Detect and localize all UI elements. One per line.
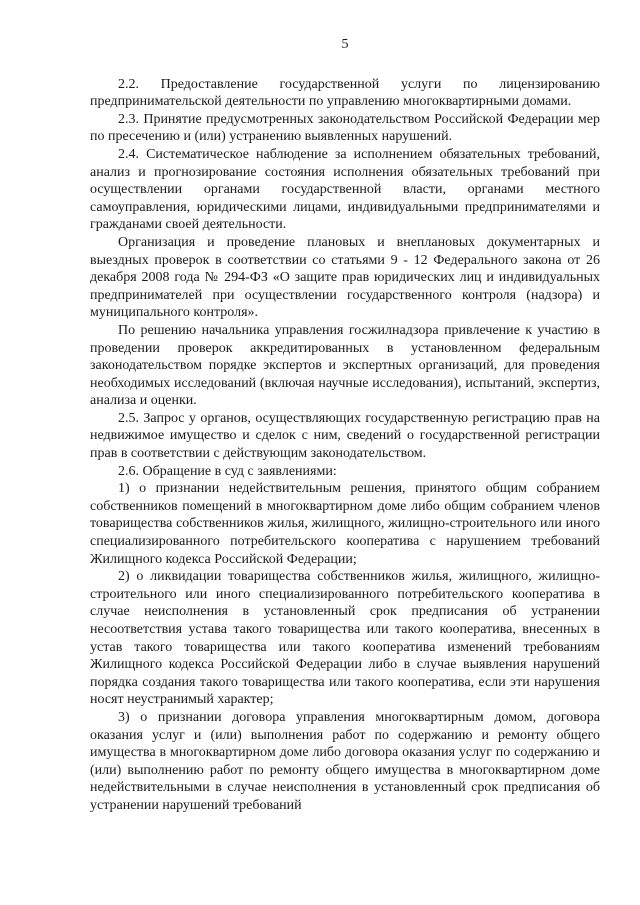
paragraph-item-3: 3) о признании договора управления многоквартирным домом, договора оказания услуг и (или) выполнения работ по содержанию и ремонту общего имущества в многоквартирном доме либо договора оказания услуг по содержанию и (или) выполнению работ по ремонту общего имущества в многоквартирном доме недействительными в случае неисполнения в установленный срок предписания об устранении нарушений требований: [90, 709, 600, 813]
paragraph-2-2: 2.2. Предоставление государственной услуги по лицензированию предпринимательской деятельности по управлению многоквартирными домами.: [90, 76, 600, 110]
document-body: [90, 76, 600, 815]
page-number: 5: [341, 37, 349, 52]
paragraph-2-3: 2.3. Принятие предусмотренных законодательством Российской Федерации мер по пресечению и (или) устранению выявленных нарушений.: [90, 111, 600, 145]
paragraph-experts: По решению начальника управления госжилнадзора привлечение к участию в проведении проверок аккредитированных в установленном федеральным законодательством порядке экспертов и экспертных организаций, для проведения необходимых исследований (включая научные исследования), испытаний, экспертиз, анализа и оценки.: [90, 322, 600, 409]
paragraph-item-1: 1) о признании недействительным решения, принятого общим собранием собственников помещений в многоквартирном доме либо общим собранием членов товарищества собственников жилья, жилищного, жилищно-строительного или иного специализированного потребительского кооператива с нарушением требований Жилищного кодекса Российской Федерации;: [90, 481, 600, 567]
paragraph-2-4: 2.4. Систематическое наблюдение за исполнением обязательных требований, анализ и прогнозирование состояния исполнения обязательных требований при осуществлении органами государственной власти, органами местного самоуправления, юридическими лицами, индивидуальными предпринимателями и гражданами своей деятельности.: [90, 146, 600, 233]
paragraph-item-2: 2) о ликвидации товарищества собственников жилья, жилищного, жилищно-строительного или иного специализированного потребительского кооператива в случае неисполнения в установленный срок предписания об устранении несоответствия устава такого товарищества или такого кооператива, внесенных в устав такого товарищества или такого кооператива изменений требованиям Жилищного кодекса Российской Федерации либо в случае выявления нарушений порядка создания такого товарищества или такого кооператива, если эти нарушения носят неустранимый характер;: [90, 569, 600, 708]
paragraph-2-6: 2.6. Обращение в суд с заявлениями:: [118, 463, 337, 479]
paragraph-2-5: 2.5. Запрос у органов, осуществляющих государственную регистрацию прав на недвижимое имущество и сделок с ним, сведений о государственной регистрации прав в соответствии с действующим законодательством.: [90, 410, 600, 462]
paragraph-inspections: Организация и проведение плановых и внеплановых документарных и выездных проверок в соответствии со статьями 9 - 12 Федерального закона от 26 декабря 2008 года № 294-ФЗ «О защите прав юридических лиц и индивидуальных предпринимателей при осуществлении государственного контроля (надзора) и муниципального контроля».: [90, 234, 600, 321]
